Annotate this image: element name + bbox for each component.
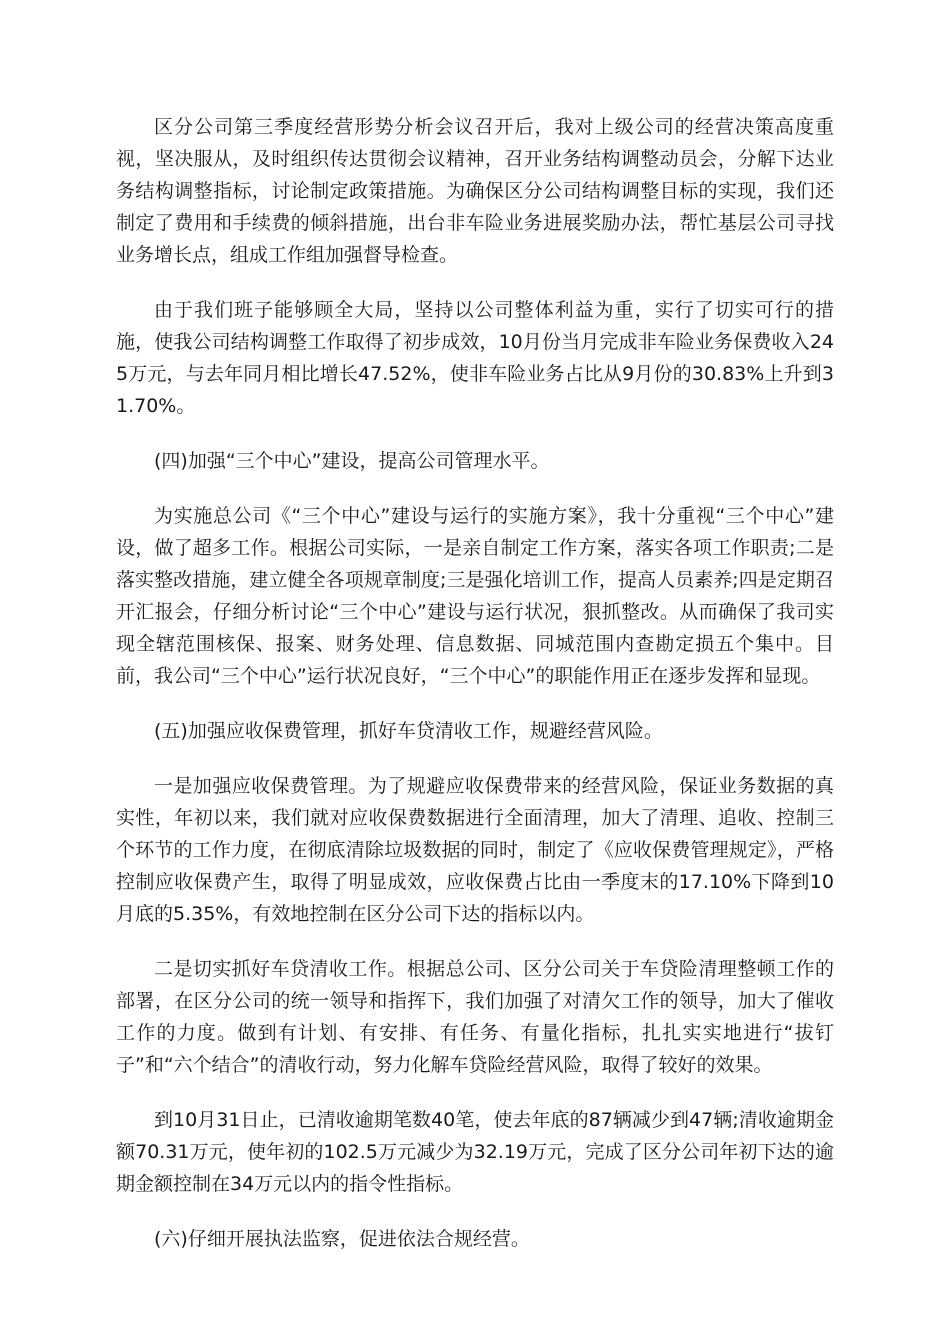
section-heading-four: (四)加强“三个中心”建设，提高公司管理水平。 (154, 450, 550, 472)
paragraph-three-centers: 为实施总公司《“三个中心”建设与运行的实施方案》，我十分重视“三个中心”建设，做了超多工作。根据公司实际，一是亲自制定工作方案，落实各项工作职责;二是落实整改措施，建立健全各项规章制度;三是强化培训工作，提高人员素养;四是定期召开汇报会，仔细分析讨论“三个中心”建设与运行状况，狠抓整改。从而确保了我司实现全辖范围核保、报案、财务处理、信息数据、同城范围内查勘定损五个集中。目前，我公司“三个中心”运行状况良好，“三个中心”的职能作用正在逐步发挥和显现。 (116, 505, 834, 687)
paragraph-structure-adjustment-results: 由于我们班子能够顾全大局，坚持以公司整体利益为重，实行了切实可行的措施，使我公司结构调整工作取得了初步成效，10月份当月完成非车险业务保费收入245万元，与去年同月相比增长47.52%，使非车险业务占比从9月份的30.83%上升到31.70%。 (116, 299, 834, 417)
paragraph-receivable-premiums: 一是加强应收保费管理。为了规避应收保费带来的经营风险，保证业务数据的真实性，年初以来，我们就对应收保费数据进行全面清理，加大了清理、追收、控制三个环节的工作力度，在彻底清除垃圾数据的同时，制定了《应收保费管理规定》，严格控制应收保费产生，取得了明显成效，应收保费占比由一季度末的17.10%下降到10月底的5.35%，有效地控制在区分公司下达的指标以内。 (116, 775, 834, 925)
document-body (116, 111, 834, 1255)
section-heading-five: (五)加强应收保费管理，抓好车贷清收工作，规避经营风险。 (154, 720, 663, 742)
paragraph-overdue-figures: 到10月31日止，已清收逾期笔数40笔，使去年底的87辆减少到47辆;清收逾期金额70.31万元，使年初的102.5万元减少为32.19万元，完成了区分公司年初下达的逾期金额控制在34万元以内的指令性指标。 (116, 1109, 834, 1195)
paragraph-structure-adjustment-measures: 区分公司第三季度经营形势分析会议召开后，我对上级公司的经营决策高度重视，坚决服从，及时组织传达贯彻会议精神，召开业务结构调整动员会，分解下达业务结构调整指标，讨论制定政策措施。为确保区分公司结构调整目标的实现，我们还制定了费用和手续费的倾斜措施，出台非车险业务进展奖励办法，帮忙基层公司寻找业务增长点，组成工作组加强督导检查。 (116, 116, 834, 266)
paragraph-car-loan-collection: 二是切实抓好车贷清收工作。根据总公司、区分公司关于车贷险清理整顿工作的部署，在区分公司的统一领导和指挥下，我们加强了对清欠工作的领导，加大了催收工作的力度。做到有计划、有安排、有任务、有量化指标，扎扎实实地进行“拔钉子”和“六个结合”的清收行动，努力化解车贷险经营风险，取得了较好的效果。 (116, 958, 834, 1076)
section-heading-six: (六)仔细开展执法监察，促进依法合规经营。 (154, 1228, 530, 1250)
